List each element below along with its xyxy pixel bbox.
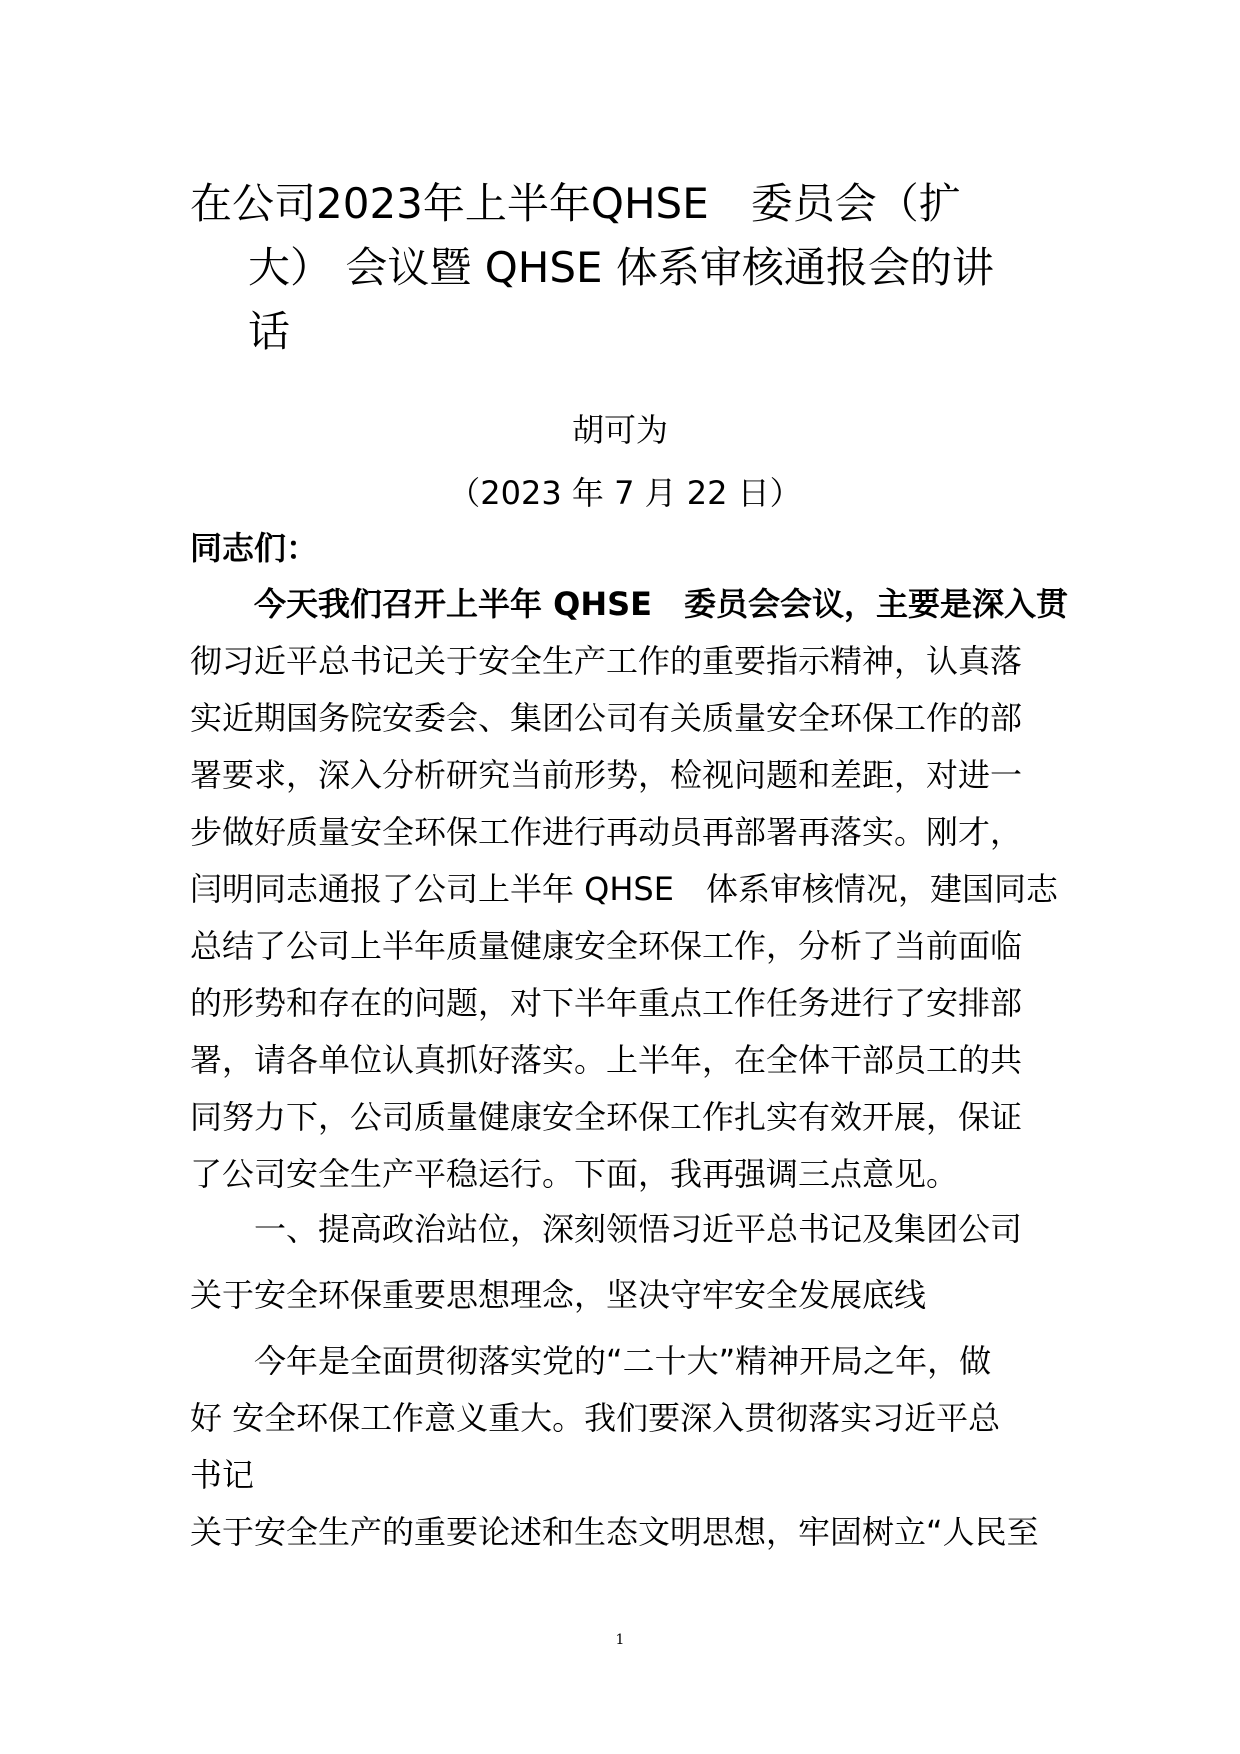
document-title <box>190 172 1090 364</box>
paragraph-line: 署，请各单位认真抓好落实。上半年，在全体干部员工的共 <box>190 1041 1023 1079</box>
salutation: 同志们： <box>190 529 319 567</box>
paragraph-line: 关于安全生产的重要论述和生态文明思想，牢固树立“人民至 <box>190 1513 1039 1551</box>
paragraph-line: 同努力下，公司质量健康安全环保工作扎实有效开展，保证 <box>190 1098 1023 1136</box>
paragraph-opening <box>190 576 1070 1203</box>
paragraph-line: 总结了公司上半年质量健康安全环保工作，分析了当前面临 <box>190 927 1023 965</box>
title-line: 大） 会议暨 QHSE 体系审核通报会的讲 <box>248 243 994 292</box>
paragraph-line: 彻习近平总书记关于安全生产工作的重要指示精神，认真落 <box>190 642 1023 680</box>
paragraph-section-1 <box>190 1333 1070 1561</box>
page-number: 1 <box>615 1632 625 1648</box>
title-line: 话 <box>248 307 291 356</box>
heading-line: 一、提高政治站位，深刻领悟习近平总书记及集团公司 <box>254 1210 1023 1248</box>
title-line: 在公司2023年上半年QHSE 委员会（扩 <box>190 179 961 228</box>
paragraph-line: 的形势和存在的问题，对下半年重点工作任务进行了安排部 <box>190 984 1023 1022</box>
paragraph-line: 步做好质量安全环保工作进行再动员再部署再落实。刚才， <box>190 813 1023 851</box>
paragraph-line: 闫明同志通报了公司上半年 QHSE 体系审核情况，建国同志 <box>190 870 1058 908</box>
paragraph-line: 署要求，深入分析研究当前形势，检视问题和差距，对进一 <box>190 756 1023 794</box>
author-name: 胡可为 <box>571 411 668 449</box>
paragraph-line: 书记 <box>190 1456 255 1494</box>
paragraph-line: 了公司安全生产平稳运行。下面，我再强调三点意见。 <box>190 1155 959 1193</box>
speech-date: （2023 年 7 月 22 日） <box>448 474 802 512</box>
paragraph-line: 今年是全面贯彻落实党的“二十大”精神开局之年，做 <box>254 1342 992 1380</box>
paragraph-line: 今天我们召开上半年 QHSE 委员会会议，主要是深入贯 <box>254 585 1069 623</box>
paragraph-line: 好 安全环保工作意义重大。我们要深入贯彻落实习近平总 <box>190 1399 1001 1437</box>
heading-line: 关于安全环保重要思想理念，坚决守牢安全发展底线 <box>190 1276 927 1314</box>
paragraph-line: 实近期国务院安委会、集团公司有关质量安全环保工作的部 <box>190 699 1023 737</box>
section-heading-1 <box>190 1196 1070 1328</box>
